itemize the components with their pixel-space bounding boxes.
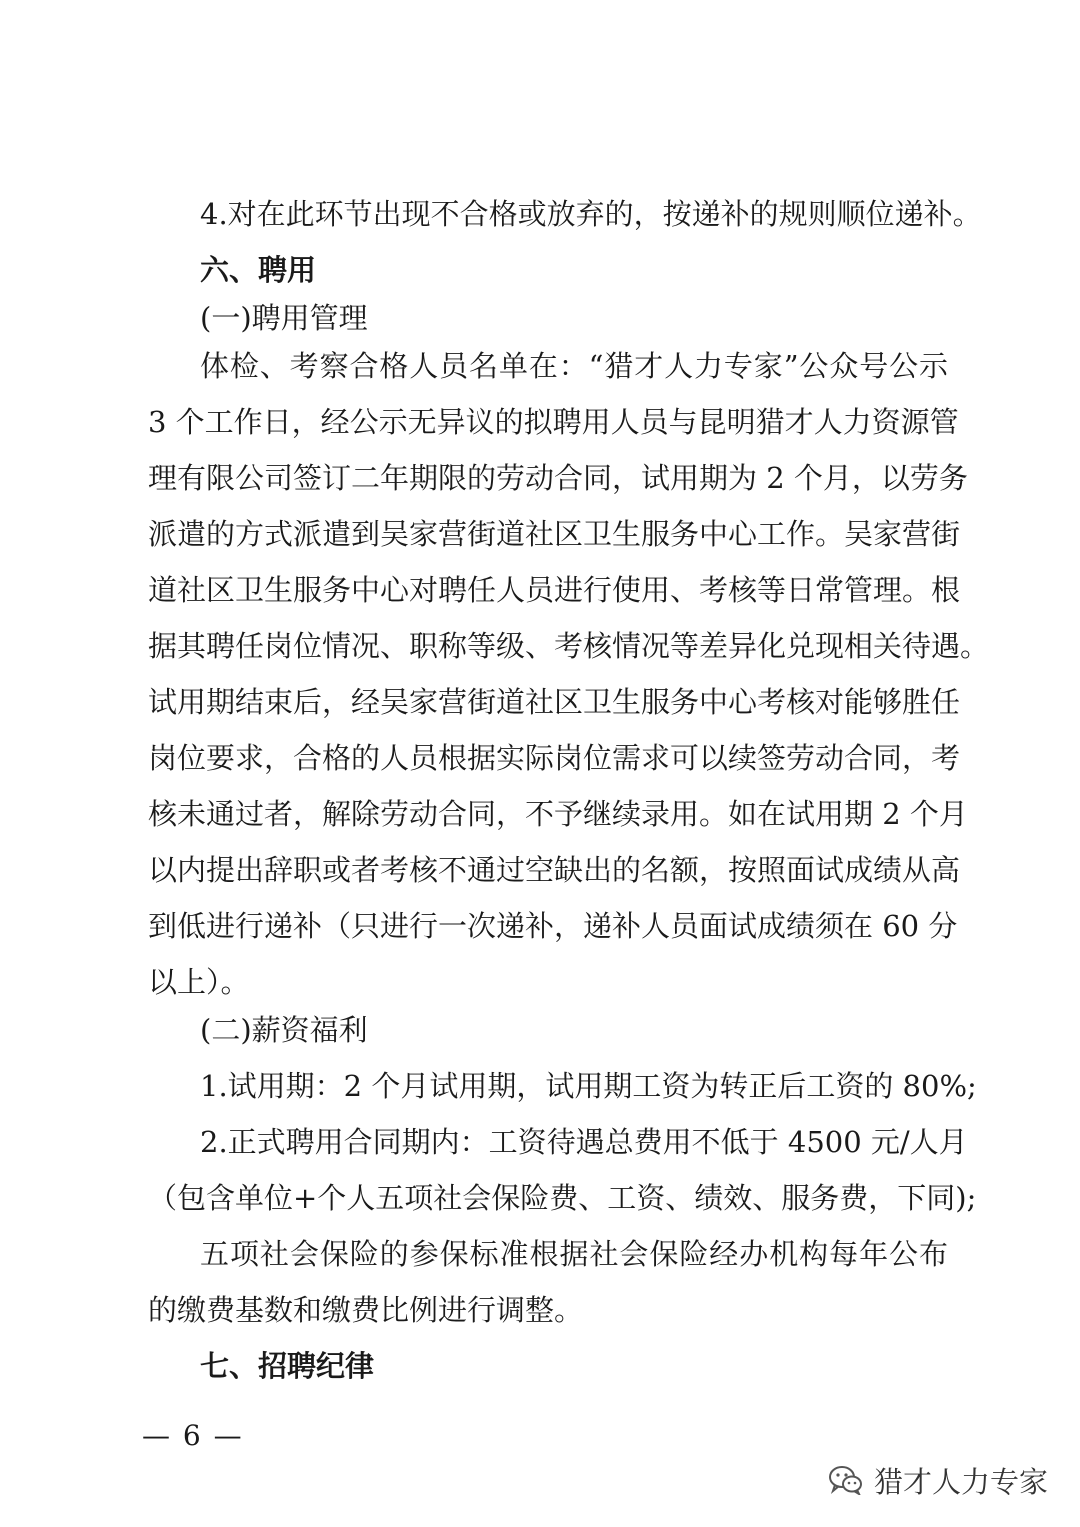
section-heading-six: 六、聘用 xyxy=(200,253,317,287)
paragraph-line: 据其聘任岗位情况、职称等级、考核情况等差异化兑现相关待遇。 xyxy=(148,629,990,663)
paragraph-line: 以内提出辞职或者考核不通过空缺出的名额，按照面试成绩从高 xyxy=(148,853,961,887)
paragraph-item-2: 2.正式聘用合同期内：工资待遇总费用不低于 4500 元/人月 xyxy=(200,1125,968,1159)
paragraph-line: 体检、考察合格人员名单在：“猎才人力专家”公众号公示 xyxy=(200,349,948,383)
paragraph-line: 岗位要求，合格的人员根据实际岗位需求可以续签劳动合同，考 xyxy=(148,741,961,775)
paragraph-line: 道社区卫生服务中心对聘任人员进行使用、考核等日常管理。根 xyxy=(148,573,961,607)
paragraph-line: 以上）。 xyxy=(148,965,250,999)
section-heading-seven: 七、招聘纪律 xyxy=(200,1349,375,1383)
paragraph-line: 3 个工作日，经公示无异议的拟聘用人员与昆明猎才人力资源管 xyxy=(148,405,959,439)
paragraph-line: 五项社会保险的参保标准根据社会保险经办机构每年公布 xyxy=(200,1237,948,1271)
paragraph-item-4: 4.对在此环节出现不合格或放弃的，按递补的规则顺位递补。 xyxy=(200,197,982,231)
watermark-text: 猎才人力专家 xyxy=(873,1464,1048,1499)
paragraph-line: 派遣的方式派遣到吴家营街道社区卫生服务中心工作。吴家营街 xyxy=(148,517,961,551)
paragraph-item-1: 1.试用期：2 个月试用期，试用期工资为转正后工资的 80%; xyxy=(200,1069,977,1103)
paragraph-line: 理有限公司签订二年期限的劳动合同，试用期为 2 个月，以劳务 xyxy=(148,461,968,495)
wechat-icon xyxy=(828,1465,864,1495)
paragraph-line: 核未通过者，解除劳动合同，不予继续录用。如在试用期 2 个月 xyxy=(148,797,968,831)
page-number: — 6 — xyxy=(142,1419,244,1452)
watermark xyxy=(828,1460,1048,1500)
paragraph-line: 试用期结束后，经吴家营街道社区卫生服务中心考核对能够胜任 xyxy=(148,685,961,719)
paragraph-line: （包含单位+个人五项社会保险费、工资、绩效、服务费，下同); xyxy=(148,1181,977,1215)
paragraph-line: 的缴费基数和缴费比例进行调整。 xyxy=(148,1293,584,1327)
subsection-heading-management: (一)聘用管理 xyxy=(200,301,368,335)
paragraph-line: 到低进行递补（只进行一次递补，递补人员面试成绩须在 60 分 xyxy=(148,909,958,943)
subsection-heading-salary: (二)薪资福利 xyxy=(200,1013,368,1047)
